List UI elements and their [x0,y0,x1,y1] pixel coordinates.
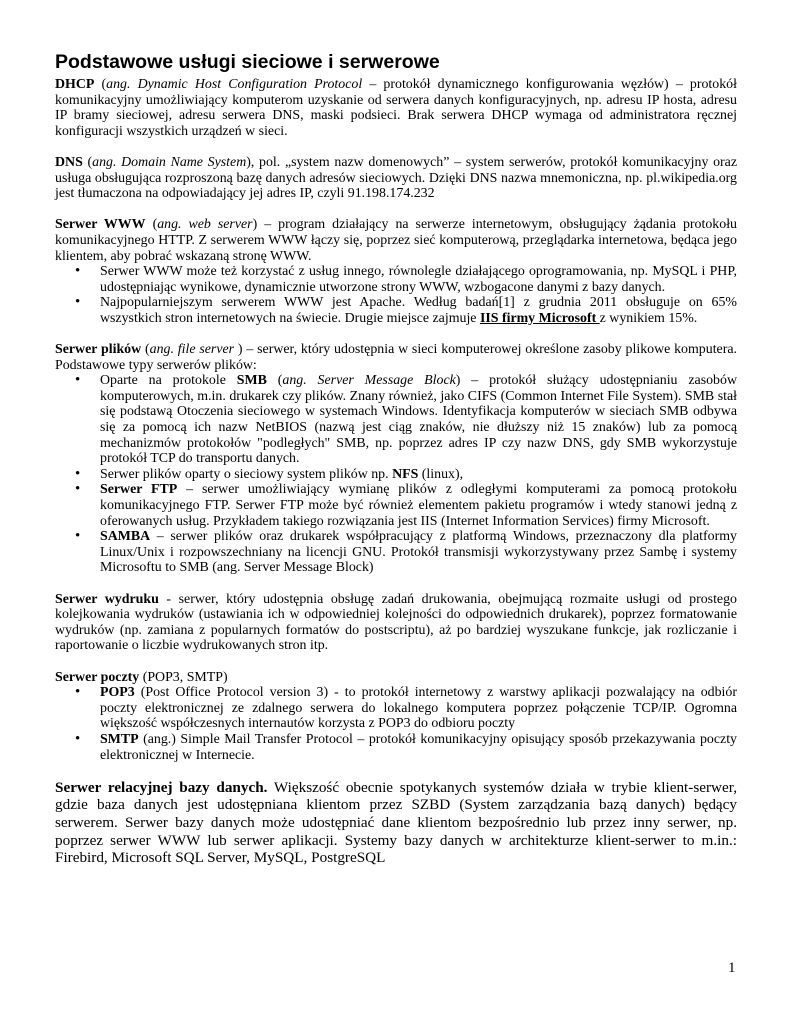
text-fragment: ( [145,217,158,233]
list-item [100,732,737,763]
text-fragment: (POP3, SMTP) [139,669,228,685]
term-nfs: NFS [392,466,419,482]
text-fragment: ( [82,154,93,170]
term-smb: SMB [236,373,267,389]
paragraph-print [55,592,737,654]
text-fragment: – serwer plików oraz drukarek współpracujący z platformą Windows, przeznaczony dla platformy Linux/Unix i rozpowszechniany na licencji GNU. Protokół transmisji wykorzystywany przez Sambę i systemy Microsoftu to SMB (ang. Server Message Block) [100,529,737,576]
text-fragment: z wynikiem 15%. [599,310,698,326]
link-iis-microsoft[interactable]: IIS firmy Microsoft [479,310,600,326]
text-fragment: (linux), [418,466,464,482]
list-item: • Serwer WWW może też korzystać z usług innego, równolegle działającego oprogramowania, np. MySQL i PHP, udostępniając wynikowe, dynamicznie utworzone strony WWW, wzbogacone danymi z bazy danych. [100,264,737,295]
list-item [100,529,737,576]
list-www [55,264,737,326]
term-db: Serwer relacyjnej bazy danych. [55,778,268,796]
text-fragment: (Post Office Protocol version 3) - to protokół internetowy z warstwy aplikacji pozwalający na odbiór poczty elektronicznej ze zdalnego serwera do lokalnego komputera poprzez połączenie TCP/IP. Ogromna większość współczesnych internautów korzysta z POP3 do odbioru poczty [100,685,737,732]
list-item [100,373,737,467]
text-fragment: Najpopularniejszym serwerem WWW jest Apache. Według badań[1] z grudnia 2011 obsługuje on 65% wszystkich stron internetowych na świecie. Drugie miejsce zajmuje [100,295,737,326]
page-number: 1 [728,960,736,976]
text-fragment: ( [141,342,150,358]
term-dns: DNS [55,154,83,170]
list-item [100,467,737,483]
term-samba: SAMBA [100,529,151,545]
paragraph-dhcp [55,77,737,139]
text-fragment: (ang.) Simple Mail Transfer Protocol – protokół komunikacyjny opisujący sposób przekazywania poczty elektronicznej w Internecie. [100,731,737,763]
term-smtp: SMTP [100,731,139,747]
text-fragment: ) – protokół służący udostępnianiu zasobów komputerowych, m.in. drukarek czy plików. Znany również, jako CIFS (Common Internet File System). SMB stał się podstawą Otoczenia sieciowego w systemach Windows. Identyfikacja komputerów w sieciach SMB odbywa się za pomocą ich nazw NetBIOS (nazwą jest ciąg znaków, nie dłuższy niż 15 znaków) lub za pomocą mechanizmów protokołów "podległych" SMB, np. poprzez adres IP czy nazw DNS, gdy SMB wykorzystuje protokół TCP do transportu danych. [100,373,737,467]
italic-fragment: ang. Server Message Block [282,373,456,389]
term-ftp: Serwer FTP [100,482,178,498]
text-fragment: – serwer umożliwiający wymianę plików z odległymi komputerami za pomocą protokołu komunikacyjnego FTP. Serwer FTP może być również elementem pakietu programów i wtedy stanowi jedną z oferowanych usług. Przykładem takiego rozwiązania jest IIS (Internet Information Services) firmy Microsoft. [100,482,737,529]
term-pop3: POP3 [100,685,135,701]
italic-fragment: ang. Dynamic Host Configuration Protocol [106,77,363,92]
term-dhcp: DHCP [55,77,95,92]
italic-fragment: ang. file server [149,342,235,358]
text-fragment: ) – program działający na serwerze internetowym, obsługujący żądania protokołu komunikacyjnego HTTP. Z serwerem WWW łączy się, poprzez sieć komputerową, przeglądarka internetowa, będąca jego klientem, aby pobrać wskazaną stronę WWW. [55,217,738,264]
text-fragment: ), pol. „system nazw domenowych” – system serwerów, protokół komunikacyjny oraz usługa obsługująca rozproszoną bazę danych adresów sieciowych. Dzięki DNS nazwa mnemoniczna, np. pl.wikipedia.org jest tłumaczona na odpowiadający jej adres IP, czyli 91.198.174.232 [55,154,737,202]
list-mail [55,685,737,763]
text-fragment: Oparte na protokole [100,373,237,389]
text-fragment: ) – serwer, który udostępnia w sieci komputerowej określone zasoby plikowe komputera. Podstawowe typy serwerów plików: [55,342,737,373]
term-files: Serwer plików [55,342,142,358]
list-item [100,482,737,529]
document-page [55,50,737,867]
page-title: Podstawowe usługi sieciowe i serwerowe [55,51,440,73]
paragraph-www [55,217,737,264]
list-item [100,685,737,732]
italic-fragment: ang. Domain Name System [92,154,247,170]
paragraph-dns [55,155,737,202]
italic-fragment: ang. web server [157,217,253,233]
list-item [100,295,737,326]
term-www: Serwer WWW [55,217,146,233]
paragraph-db [55,779,737,867]
text-fragment: Większość obecnie spotykanych systemów działa w trybie klient-serwer, gdzie baza danych jest udostępniana klientom przez SZBD (System zarządzania bazą danych) będący serwerem. Serwer bazy danych może udostępniać dane klientom bezpośrednio lub przez inny serwer, np. poprzez serwer WWW lub serwer aplikacji. Systemy bazy danych w architekturze klient-serwer to m.in.: Firebird, Microsoft SQL Server, MySQL, PostgreSQL [55,778,737,867]
text-fragment: - serwer, który udostępnia obsługę zadań drukowania, obejmującą rozmaite usługi od prostego kolejkowania wydruków (ustawiania ich w odpowiedniej kolejności do odpowiednich drukarek), poprzez formatowanie wydruków (np. zamiana z popularnych formatów do postscriptu), aż po bardziej wyszukane funkcje, jak rozliczanie i raportowanie o liczbie wydrukowanych stron itp. [55,591,737,654]
text-fragment: ( [266,373,283,389]
term-print: Serwer wydruku [55,591,159,607]
text-fragment: Serwer plików oparty o sieciowy system plików np. [100,466,393,482]
paragraph-mail [55,670,737,686]
text-fragment: ( [94,77,107,92]
paragraph-files [55,342,737,373]
term-mail: Serwer poczty [55,669,140,685]
list-files [55,373,737,576]
text-fragment: – protokół dynamicznego konfigurowania węzłów) – protokół komunikacyjny umożliwiający komputerom uzyskanie od serwera danych konfiguracyjnych, np. adresu IP hosta, adresu IP bramy sieciowej, adresu serwera DNS, maski podsieci. Brak serwera DHCP wymaga od administratora ręcznej konfiguracji wszystkich urządzeń w sieci. [55,77,737,139]
